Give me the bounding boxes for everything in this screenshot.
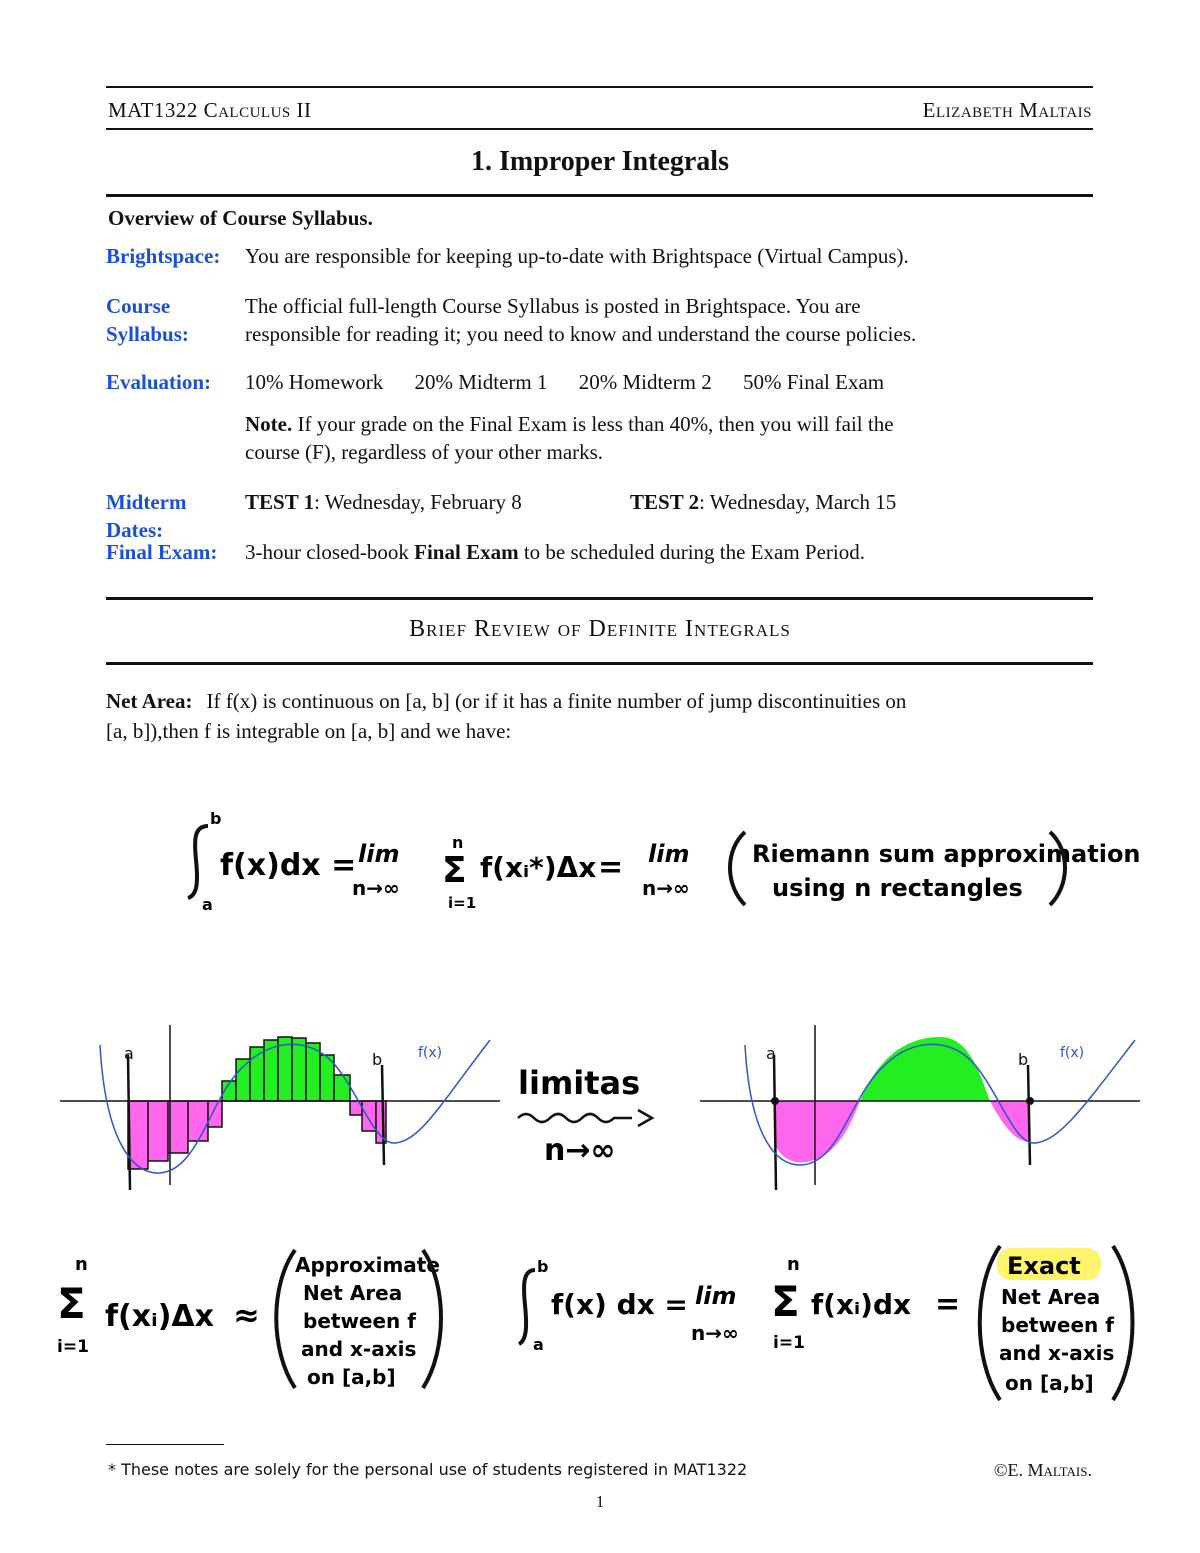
negative-rectangles: [128, 1101, 386, 1169]
evaluation-items: [245, 368, 1105, 396]
final-exam-label: Final Exam:: [106, 540, 218, 564]
exact-line-1: Exact: [1007, 1252, 1081, 1280]
evaluation-item: 10% Homework: [245, 370, 384, 394]
left-paren: [276, 1250, 295, 1388]
b-marker-line: [1028, 1065, 1030, 1165]
riemann-rectangles-graph: [60, 1025, 500, 1195]
evaluation-item: 50% Final Exam: [742, 370, 885, 394]
test1-label: TEST 1: [245, 490, 315, 514]
n-to-infinity-2: n→∞: [642, 876, 690, 900]
approx-line-2: Net Area: [303, 1281, 403, 1305]
rect-positive: [264, 1040, 278, 1101]
net-area-line-2: [a, b]),then f is integrable on [a, b] and we have:: [106, 719, 512, 743]
riemann-caption-1: Riemann sum approximation: [752, 840, 1141, 868]
riemann-definition: [180, 800, 1141, 920]
test2-date: : Wednesday, March 15: [699, 490, 897, 514]
fx-label: f(x): [1060, 1045, 1085, 1061]
page-title: 1. Improper Integrals: [471, 146, 729, 177]
approx-line-1: Approximate: [295, 1253, 440, 1277]
midterm-dates-label: [106, 488, 186, 544]
equals-sign: =: [935, 1287, 961, 1322]
section-title: Brief Review of Definite Integrals: [409, 616, 791, 642]
header-bottom-rule: [106, 128, 1093, 130]
b-label: b: [372, 1050, 383, 1069]
negative-area-left: [775, 1101, 860, 1162]
exact-line-5: on [a,b]: [1005, 1371, 1094, 1395]
a-label: a: [766, 1044, 776, 1063]
evaluation-note: [245, 410, 1105, 466]
exact-net-area: [515, 1240, 1135, 1410]
integral-sign: [188, 826, 208, 898]
rect-negative: [188, 1101, 208, 1141]
limitas-n-to-infinity: n→∞: [544, 1133, 616, 1168]
lim-word: lim: [695, 1282, 737, 1310]
point-a: [771, 1097, 779, 1105]
upper-limit-b: b: [537, 1257, 549, 1276]
integral-sign: [519, 1270, 535, 1344]
course-label-line-1: Course: [106, 294, 171, 318]
lim-word-2: lim: [648, 840, 690, 868]
positive-area: [860, 1037, 990, 1101]
title-rule: [106, 194, 1093, 197]
a-label: a: [124, 1044, 134, 1063]
midterm-test-2: [630, 488, 1090, 516]
net-area-label: Net Area:: [106, 689, 193, 713]
note-line-1: If your grade on the Final Exam is less than 40%, then you will fail the: [297, 412, 894, 436]
final-pre: 3-hour closed-book: [245, 540, 409, 564]
header-top-rule: [106, 86, 1093, 88]
sigma-symbol: Σ: [57, 1279, 86, 1328]
test1-date: : Wednesday, February 8: [314, 490, 522, 514]
sum-top-n: n: [75, 1254, 88, 1275]
note-line-2: course (F), regardless of your other marks.: [245, 440, 604, 464]
left-paren: [730, 832, 745, 905]
limitas-annotation: [510, 1060, 670, 1170]
course-label-line-2: Syllabus:: [106, 322, 189, 346]
exact-line-4: and x-axis: [999, 1341, 1115, 1365]
sigma-symbol: Σ: [771, 1277, 800, 1326]
rect-positive: [292, 1038, 306, 1101]
arrow-head: [638, 1110, 652, 1126]
evaluation-item: 20% Midterm 1: [414, 370, 548, 394]
course-syllabus-label: [106, 292, 189, 348]
exact-area-graph: [700, 1025, 1140, 1195]
b-label: b: [1018, 1050, 1029, 1069]
lower-limit-a: a: [202, 895, 213, 914]
lim-word: lim: [358, 840, 400, 868]
riemann-caption-2: using n rectangles: [772, 874, 1023, 902]
sum-bottom-i: i=1: [773, 1333, 805, 1353]
section-bottom-rule: [106, 662, 1093, 665]
rect-positive: [278, 1037, 292, 1101]
rect-negative: [208, 1101, 222, 1127]
rect-positive: [334, 1075, 350, 1101]
note-label: Note.: [245, 412, 293, 436]
b-marker-line: [382, 1065, 384, 1165]
course-title: MAT1322 Calculus II: [108, 98, 312, 122]
final-bold: Final Exam: [414, 540, 519, 564]
final-post: to be scheduled during the Exam Period.: [523, 540, 865, 564]
net-area-paragraph: [106, 686, 1096, 746]
copyright: ©E. Maltais.: [993, 1460, 1092, 1480]
n-to-infinity: n→∞: [691, 1321, 739, 1345]
midterm-label-line-2: Dates:: [106, 518, 164, 542]
lower-limit-a: a: [533, 1335, 544, 1354]
approx-line-3: between f: [303, 1309, 416, 1333]
n-to-infinity: n→∞: [352, 876, 400, 900]
page-number: 1: [595, 1492, 605, 1511]
rect-positive: [306, 1043, 320, 1101]
left-paren: [980, 1246, 1000, 1400]
exact-line-3: between f: [1001, 1313, 1114, 1337]
approximate-net-area: [55, 1240, 455, 1400]
sum-top-n: n: [787, 1254, 800, 1275]
exact-lhs: f(x) dx =: [551, 1288, 688, 1321]
exact-line-2: Net Area: [1001, 1285, 1101, 1309]
a-marker-line: [774, 1055, 776, 1190]
fx-label: f(x): [418, 1045, 443, 1061]
sum-top-n: n: [452, 833, 464, 852]
exact-sum-term: f(xᵢ)dx: [811, 1288, 912, 1321]
brightspace-label: Brightspace:: [106, 244, 221, 268]
midterm-label-line-1: Midterm: [106, 490, 187, 514]
brightspace-text: You are responsible for keeping up-to-date with Brightspace (Virtual Campus).: [245, 244, 909, 268]
limitas-word: limitas: [518, 1064, 641, 1102]
squiggle-arrow: [518, 1114, 632, 1122]
sum-bottom-i: i=1: [448, 894, 477, 912]
course-text-line-2: responsible for reading it; you need to know and understand the course policies.: [245, 322, 917, 346]
footnote-rule: [106, 1444, 224, 1445]
approx-sum-term: f(xᵢ)Δx: [105, 1299, 214, 1334]
footnote: * These notes are solely for the personal use of students registered in MAT1322: [108, 1460, 748, 1479]
sum-bottom-i: i=1: [57, 1337, 89, 1357]
course-text-line-1: The official full-length Course Syllabus is posted in Brightspace. You are: [245, 294, 861, 318]
equals-sign-1: =: [598, 850, 624, 885]
net-area-line-1: If f(x) is continuous on [a, b] (or if it has a finite number of jump discontinuities on: [206, 689, 907, 713]
approx-line-5: on [a,b]: [307, 1365, 396, 1389]
approx-line-4: and x-axis: [301, 1337, 417, 1361]
rect-negative: [148, 1101, 168, 1161]
point-b: [1026, 1097, 1034, 1105]
course-syllabus-text: [245, 292, 1105, 348]
evaluation-item: 20% Midterm 2: [578, 370, 712, 394]
final-exam-text: [245, 538, 1105, 566]
test2-label: TEST 2: [630, 490, 700, 514]
integral-lhs: f(x)dx =: [220, 848, 357, 883]
riemann-term: f(xᵢ*)Δx: [480, 851, 597, 884]
overview-heading: Overview of Course Syllabus.: [108, 206, 373, 230]
right-paren: [1113, 1246, 1133, 1400]
rect-positive: [236, 1059, 250, 1101]
upper-limit-b: b: [210, 809, 222, 828]
evaluation-label: Evaluation:: [106, 370, 212, 394]
section-top-rule: [106, 597, 1093, 600]
rect-negative: [168, 1101, 188, 1153]
sigma-symbol: Σ: [442, 850, 467, 891]
approx-symbol: ≈: [233, 1296, 260, 1334]
author-name: Elizabeth Maltais: [922, 98, 1092, 122]
